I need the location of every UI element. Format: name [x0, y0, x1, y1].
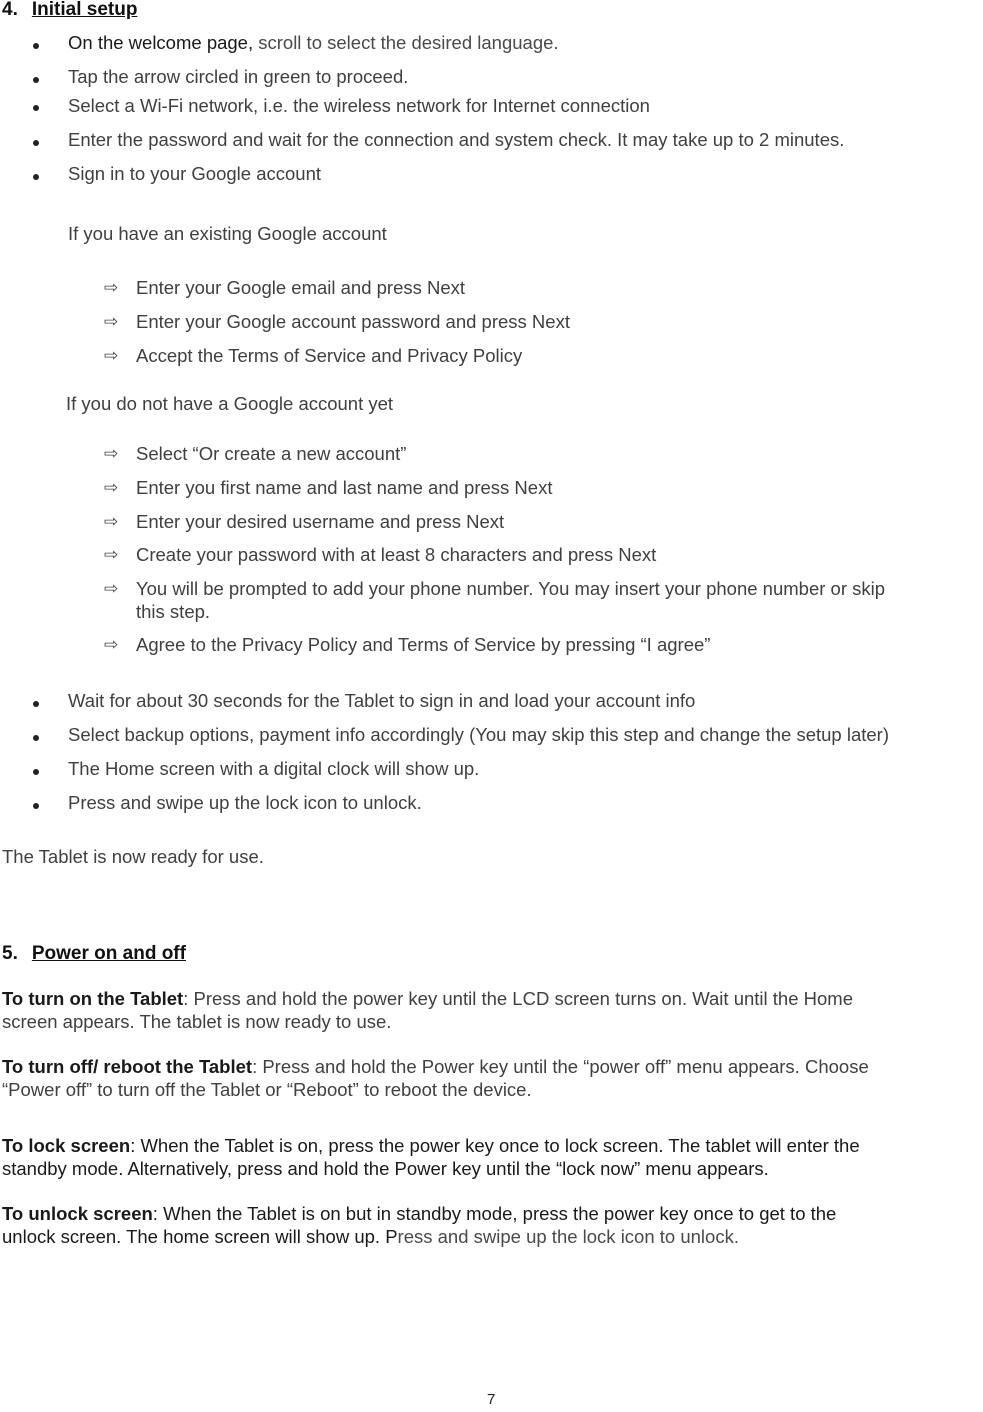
- arrow-right-icon: ⇨: [104, 478, 119, 497]
- bullet-dot: [33, 803, 39, 809]
- bullet-dot: [33, 174, 39, 180]
- step-item: Enter your Google account password and press Next: [136, 311, 570, 332]
- item-text: unlock screen. The home screen will show up. P: [2, 1226, 398, 1247]
- section-number: 5.: [2, 943, 18, 964]
- list-item: The Home screen with a digital clock will show up.: [68, 758, 480, 779]
- bullet-dot: [33, 43, 39, 49]
- item-label: To turn on the Tablet: [2, 988, 184, 1009]
- list-item: Sign in to your Google account: [68, 163, 321, 184]
- section-title: Initial setup: [31, 0, 138, 20]
- item-label: To turn off/ reboot the Tablet: [2, 1056, 253, 1077]
- step-item: Create your password with at least 8 characters and press Next: [136, 544, 657, 565]
- list-item: Select backup options, payment info accordingly (You may skip this step and change the setup later): [68, 724, 889, 745]
- step-item: Select “Or create a new account”: [136, 443, 407, 464]
- bullet-dot: [33, 140, 39, 146]
- list-item: Wait for about 30 seconds for the Tablet to sign in and load your account info: [68, 690, 696, 711]
- power-item-turn-on: [2, 987, 853, 1011]
- list-item: [68, 31, 559, 55]
- ready-text: The Tablet is now ready for use.: [2, 846, 264, 867]
- power-item-unlock-continued: [2, 1225, 739, 1249]
- power-item-lock: [2, 1134, 860, 1158]
- bullet-dot: [33, 735, 39, 741]
- bullet-dot: [33, 769, 39, 775]
- item-text: : Press and hold the Power key until the “power off” menu appears. Choose: [252, 1056, 869, 1077]
- step-item: You will be prompted to add your phone number. You may insert your phone number or skip: [136, 578, 886, 599]
- step-item: Accept the Terms of Service and Privacy Policy: [136, 345, 523, 366]
- arrow-right-icon: ⇨: [104, 545, 119, 564]
- item-text: : When the Tablet is on, press the power key once to lock screen. The tablet will enter the: [130, 1135, 860, 1156]
- list-item-lead: On the welcome page,: [68, 32, 254, 53]
- list-item: Enter the password and wait for the connection and system check. It may take up to 2 minutes.: [68, 129, 845, 150]
- bullet-dot: [33, 77, 39, 83]
- existing-account-heading: If you have an existing Google account: [68, 223, 387, 244]
- section-title: Power on and off: [31, 943, 186, 964]
- list-item: Select a Wi-Fi network, i.e. the wireless network for Internet connection: [68, 95, 650, 116]
- item-text: : Press and hold the power key until the LCD screen turns on. Wait until the Home: [183, 988, 853, 1009]
- step-item: Enter your Google email and press Next: [136, 277, 466, 298]
- item-label: To lock screen: [2, 1135, 131, 1156]
- item-text: : When the Tablet is on but in standby mode, press the power key once to get to the: [152, 1203, 837, 1224]
- power-item-turn-on-continued: screen appears. The tablet is now ready to use.: [2, 1011, 392, 1032]
- list-item-text: scroll to select the desired language.: [253, 32, 559, 53]
- arrow-right-icon: ⇨: [104, 579, 119, 598]
- item-text: ress and swipe up the lock icon to unlock.: [397, 1226, 739, 1247]
- power-item-unlock: [2, 1202, 836, 1226]
- section-4-heading: [2, 0, 137, 22]
- step-item: Enter your desired username and press Next: [136, 511, 505, 532]
- power-item-turn-off: [2, 1055, 869, 1079]
- step-item: Enter you first name and last name and press Next: [136, 477, 553, 498]
- step-item-continued: this step.: [136, 601, 211, 622]
- power-item-turn-off-continued: “Power off” to turn off the Tablet or “Reboot” to reboot the device.: [2, 1079, 532, 1100]
- step-item: Agree to the Privacy Policy and Terms of Service by pressing “I agree”: [136, 634, 711, 655]
- bullet-dot: [33, 105, 39, 111]
- power-item-lock-continued: standby mode. Alternatively, press and hold the Power key until the “lock now” menu appears.: [2, 1158, 769, 1179]
- bullet-dot: [33, 701, 39, 707]
- section-5-heading: [2, 942, 186, 966]
- arrow-right-icon: ⇨: [104, 512, 119, 531]
- item-label: To unlock screen: [2, 1203, 153, 1224]
- list-item: Press and swipe up the lock icon to unlock.: [68, 792, 422, 813]
- arrow-right-icon: ⇨: [104, 278, 119, 297]
- arrow-right-icon: ⇨: [104, 444, 119, 463]
- arrow-right-icon: ⇨: [104, 346, 119, 365]
- list-item: Tap the arrow circled in green to proceed.: [68, 66, 409, 87]
- arrow-right-icon: ⇨: [104, 635, 119, 654]
- arrow-right-icon: ⇨: [104, 312, 119, 331]
- new-account-heading: If you do not have a Google account yet: [66, 393, 394, 414]
- section-number: 4.: [2, 0, 18, 20]
- page-number: 7: [487, 1391, 496, 1408]
